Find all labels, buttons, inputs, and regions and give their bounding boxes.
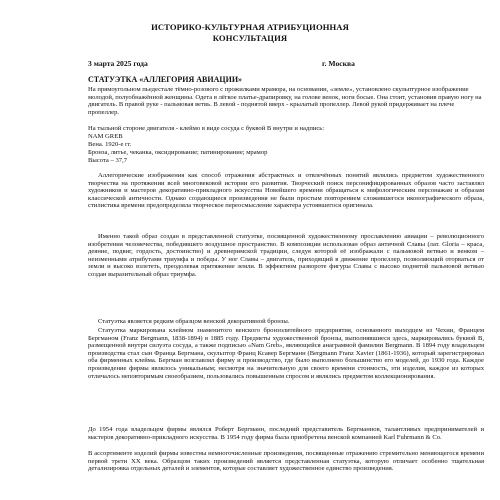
spec-materials: Бронза, литье, чеканка, оксидирование; патинирование; мрамор	[88, 149, 268, 156]
paragraph-5: До 1954 года владельцем фирмы являлся Роберт Бергманн, последний представитель Бергманнов, талантливых предпринимателей и мастеров декоративно-прикладного искусства. В 1954 году фирма была приобретена венской компанией Karl Fuhrmann & Co.	[88, 426, 484, 441]
paragraph-6: В ассортименте изделий фирмы известны немногочисленные произведения, посвященные отражению стремительно меняющегося времени первой трети XX века. Образцом таких произведений является представленная статуэтка, которую отличает особенно тщательная детализировка отдельных деталей и элементов, которые составляет художественное единство произведения.	[88, 450, 484, 473]
paragraph-1: Аллегорические изображения как способ отражения абстрактных и отвлечённых понятий являлись предметом художественного творчества на протяжении всей многовековой истории его развития. Творческий поиск персонифицированных образов часто заставлял художников и мастеров декоративно-прикладного искусства Новейшего времени обращаться к мифологическим персонажам и образам классической античности. Однако создающиеся произведения не были простым повторением сложившегося иконографического образа, стилистика времени предопределяла творческое переосмысление характера устоявшегося оригинала.	[88, 172, 484, 210]
mark-line: На тыльной стороне двигателя - клеймо в виде сосуда с буквой В внутри и надпись:	[88, 125, 325, 132]
spec-period: Вена. 1920-е гг.	[88, 141, 132, 148]
paragraph-4: Статуэтка маркирована клеймом знаменитого венского бронзолитейного предприятия, основанного выходцем из Чехии, Францем Бергманом (Franz Bergmann, 1838-1894) в 1885 году. Предметы художественной бронзы, выполнявшиеся здесь, маркировались буквой В, размещенной внутри силуэта сосуда, а также подписью «Nam Greb», являющейся анаграммой фамилии Bergmann. В 1894 году владельцем производства стал сын Франца Бергмана, скульптор Франц Ксавер Бергманн (Bergmann Franz Xavier (1861-1936), который зарегистрировал оба фирменных клейма. Бергман возглавлял фирму и производство, где было выполнено большинство его моделей, до 1930 года. Каждое произведение фирмы являлось уникальным; несмотря на значительную для своего времени стоимость, эти изделия, каждое из которых отличалось неповторимым своеобразием, пользовались повышенным спросом и являлись предметом коллекционирования.	[88, 327, 484, 380]
document-date: 3 марта 2025 года	[88, 59, 148, 68]
document-title: ИСТОРИКО-КУЛЬТУРНАЯ АТРИБУЦИОННАЯ	[151, 22, 349, 32]
mark-text: NAM GREB	[88, 133, 123, 140]
document-subtitle: КОНСУЛЬТАЦИЯ	[212, 33, 288, 43]
paragraph-2: Именно такой образ создан в представленной статуэтке, посвященной художественному прославлению авиации – революционного изобретения человечества, победившего воздушное пространство. В композиции использован образ античной Славы (лат. Gloria – краса, деяние, подвиг, гордость, достоинство) и древнеримской традиции, следуя которой её изображали с пальмовой ветвью и венком – неизменными атрибутами триумфа и победы. У ног Славы – двигатель, приходящий в движение пропеллер, позволяющий оторваться от земли и высоко взлететь, преодолевая притяжение земли. В эффектном развороте фигуры Славы с высоко поднятой пальмовой ветвью создан выразительный образ триумфа.	[88, 233, 484, 278]
document-city: г. Москва	[322, 59, 355, 68]
item-description: На прямоугольном пьедестале тёмно-розового с прожилками мрамора, на основании, «земле», установлено скульптурное изображение молодой, полуобнажённой женщины. Одета в лёгкое платье-драпировку, на голове венок, ноги босые. Она стоит, установив правую ногу на двигатель. В правой руке - пальмовая ветвь. В левой - поднятой вверх - крылатый пропеллер. Левой рукой придерживает на плече пропеллер.	[88, 86, 482, 116]
paragraph-3: Статуэтка является редким образцом венской декоративной бронзы.	[98, 318, 290, 325]
spec-height: Высота – 37,7	[88, 157, 127, 164]
item-heading: СТАТУЭТКА «АЛЛЕГОРИЯ АВИАЦИИ»	[88, 75, 243, 84]
